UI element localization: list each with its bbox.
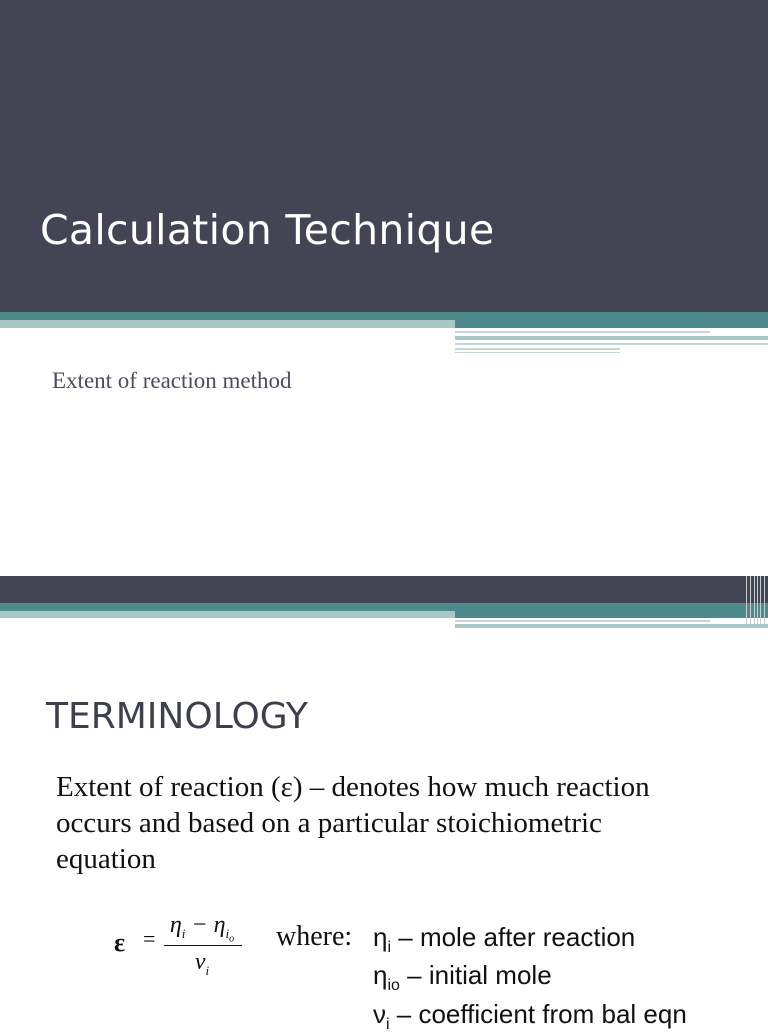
formula-equals: = — [143, 926, 156, 951]
definition-item-mole-after: $\eta_i$ – mole after reaction — [373, 922, 636, 957]
extent-definition: Extent of reaction (ε) – denotes how much reaction occurs and based on a particular stoichiometric equation — [56, 771, 650, 875]
title-band — [0, 0, 768, 312]
terminology-heading: TERMINOLOGY — [46, 696, 308, 737]
slide-title: Calculation Technique — [40, 206, 495, 254]
formula-denominator: $\nu_i$ — [194, 949, 210, 978]
formula-numerator: $\eta_i - \eta_{i_o}$ — [169, 912, 235, 945]
slide-subtitle: Extent of reaction method — [52, 368, 292, 393]
formula-epsilon: ε — [114, 928, 126, 957]
edge-lines-decoration — [746, 576, 768, 624]
definition-item-coefficient: $\nu_i$ – coefficient from bal eqn — [373, 999, 687, 1034]
slide-2 — [0, 576, 768, 1034]
definition-item-initial-mole: $\eta_{io}$ – initial mole — [373, 960, 552, 995]
formula-fraction-bar — [164, 945, 242, 946]
where-label: where: — [276, 921, 353, 952]
extent-formula — [110, 912, 250, 986]
title-band — [0, 576, 768, 603]
